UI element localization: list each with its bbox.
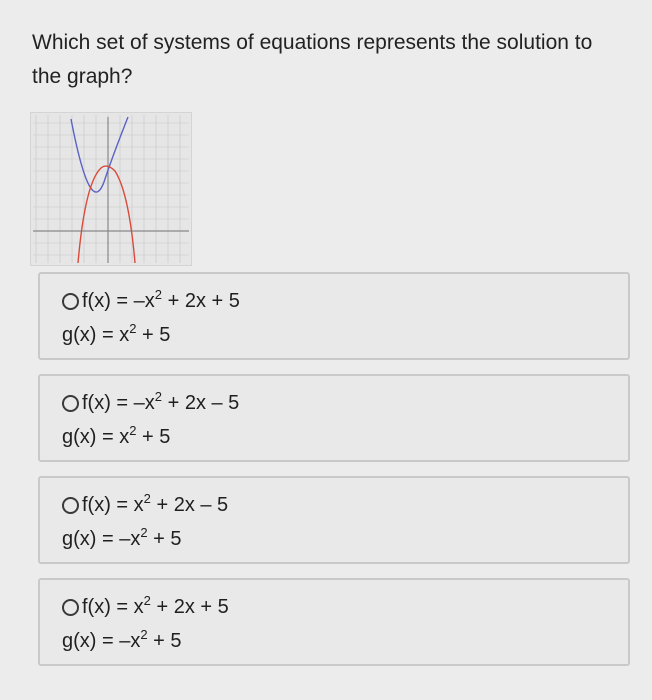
answer-choice-2[interactable]: $f(x) = -x^2 + 2x - 5$ $g(x) = x^2 + 5$ bbox=[38, 374, 630, 462]
graph-image bbox=[30, 112, 192, 266]
answer-choice-1[interactable]: $f(x) = -x^2 + 2x + 5$ $g(x) = x^2 + 5$ bbox=[38, 272, 630, 360]
radio-button[interactable] bbox=[62, 395, 79, 412]
answer-choice-3[interactable]: $f(x) = x^2 + 2x - 5$ $g(x) = -x^2 + 5$ bbox=[38, 476, 630, 564]
radio-button[interactable] bbox=[62, 599, 79, 616]
radio-button[interactable] bbox=[62, 497, 79, 514]
graph-grid bbox=[33, 115, 189, 263]
graph-svg bbox=[31, 113, 191, 265]
radio-button[interactable] bbox=[62, 293, 79, 310]
question-text: Which set of systems of equations represents the solution to the graph? bbox=[32, 31, 593, 88]
answer-choice-4[interactable]: $f(x) = x^2 + 2x + 5$ $g(x) = -x^2 + 5$ bbox=[38, 578, 630, 666]
